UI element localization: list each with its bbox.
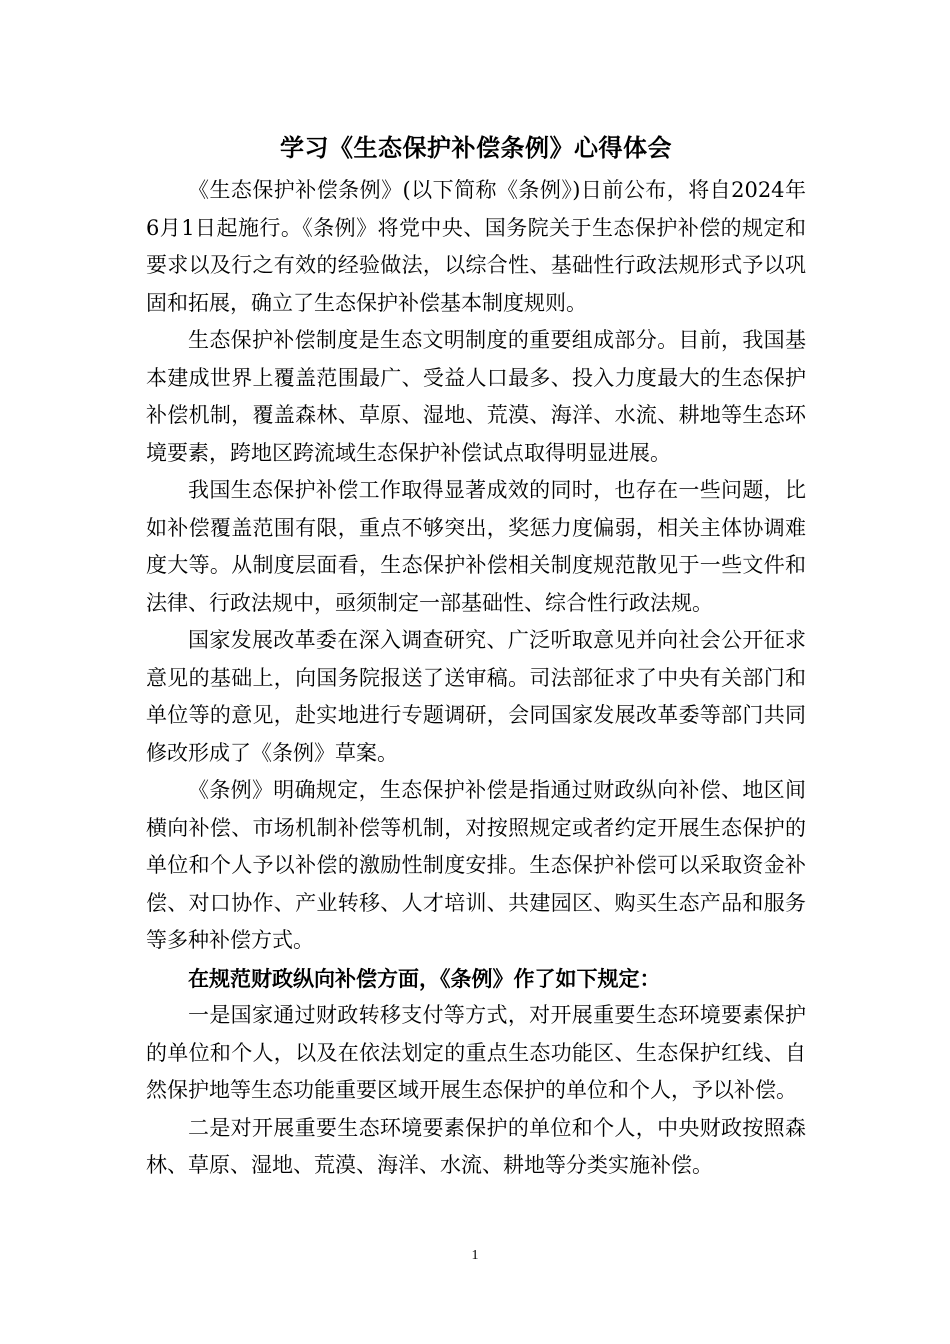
paragraph-5: 《条例》明确规定，生态保护补偿是指通过财政纵向补偿、地区间横向补偿、市场机制补偿等机制，对按照规定或者约定开展生态保护的单位和个人予以补偿的激励性制度安排。生态保护补偿可以采取资金补偿、对口协作、产业转移、人才培训、共建园区、购买生态产品和服务等多种补偿方式。 bbox=[146, 778, 806, 952]
paragraph-3: 我国生态保护补偿工作取得显著成效的同时，也存在一些问题，比如补偿覆盖范围有限，重点不够突出，奖惩力度偏弱，相关主体协调难度大等。从制度层面看，生态保护补偿相关制度规范散见于一些文件和法律、行政法规中，亟须制定一部基础性、综合性行政法规。 bbox=[146, 478, 806, 615]
paragraph-4: 国家发展改革委在深入调查研究、广泛听取意见并向社会公开征求意见的基础上，向国务院报送了送审稿。司法部征求了中央有关部门和单位等的意见，赴实地进行专题调研，会同国家发展改革委等部门共同修改形成了《条例》草案。 bbox=[146, 628, 806, 765]
paragraph-7: 二是对开展重要生态环境要素保护的单位和个人，中央财政按照森林、草原、湿地、荒漠、海洋、水流、耕地等分类实施补偿。 bbox=[146, 1115, 806, 1177]
section-heading: 在规范财政纵向补偿方面，《条例》作了如下规定： bbox=[188, 965, 661, 991]
document-page bbox=[146, 128, 806, 1185]
paragraph-1: 《生态保护补偿条例》(以下简称《条例》)日前公布，将自2024年6月1日起施行。《条例》将党中央、国务院关于生态保护补偿的规定和要求以及行之有效的经验做法，以综合性、基础性行政法规形式予以巩固和拓展，确立了生态保护补偿基本制度规则。 bbox=[146, 178, 806, 315]
paragraph-6: 一是国家通过财政转移支付等方式，对开展重要生态环境要素保护的单位和个人，以及在依法划定的重点生态功能区、生态保护红线、自然保护地等生态功能重要区域开展生态保护的单位和个人，予以补偿。 bbox=[146, 1003, 806, 1102]
page-number: 1 bbox=[471, 1248, 479, 1263]
paragraph-2: 生态保护补偿制度是生态文明制度的重要组成部分。目前，我国基本建成世界上覆盖范围最广、受益人口最多、投入力度最大的生态保护补偿机制，覆盖森林、草原、湿地、荒漠、海洋、水流、耕地等生态环境要素，跨地区跨流域生态保护补偿试点取得明显进展。 bbox=[146, 328, 806, 465]
document-title: 学习《生态保护补偿条例》心得体会 bbox=[280, 133, 672, 162]
